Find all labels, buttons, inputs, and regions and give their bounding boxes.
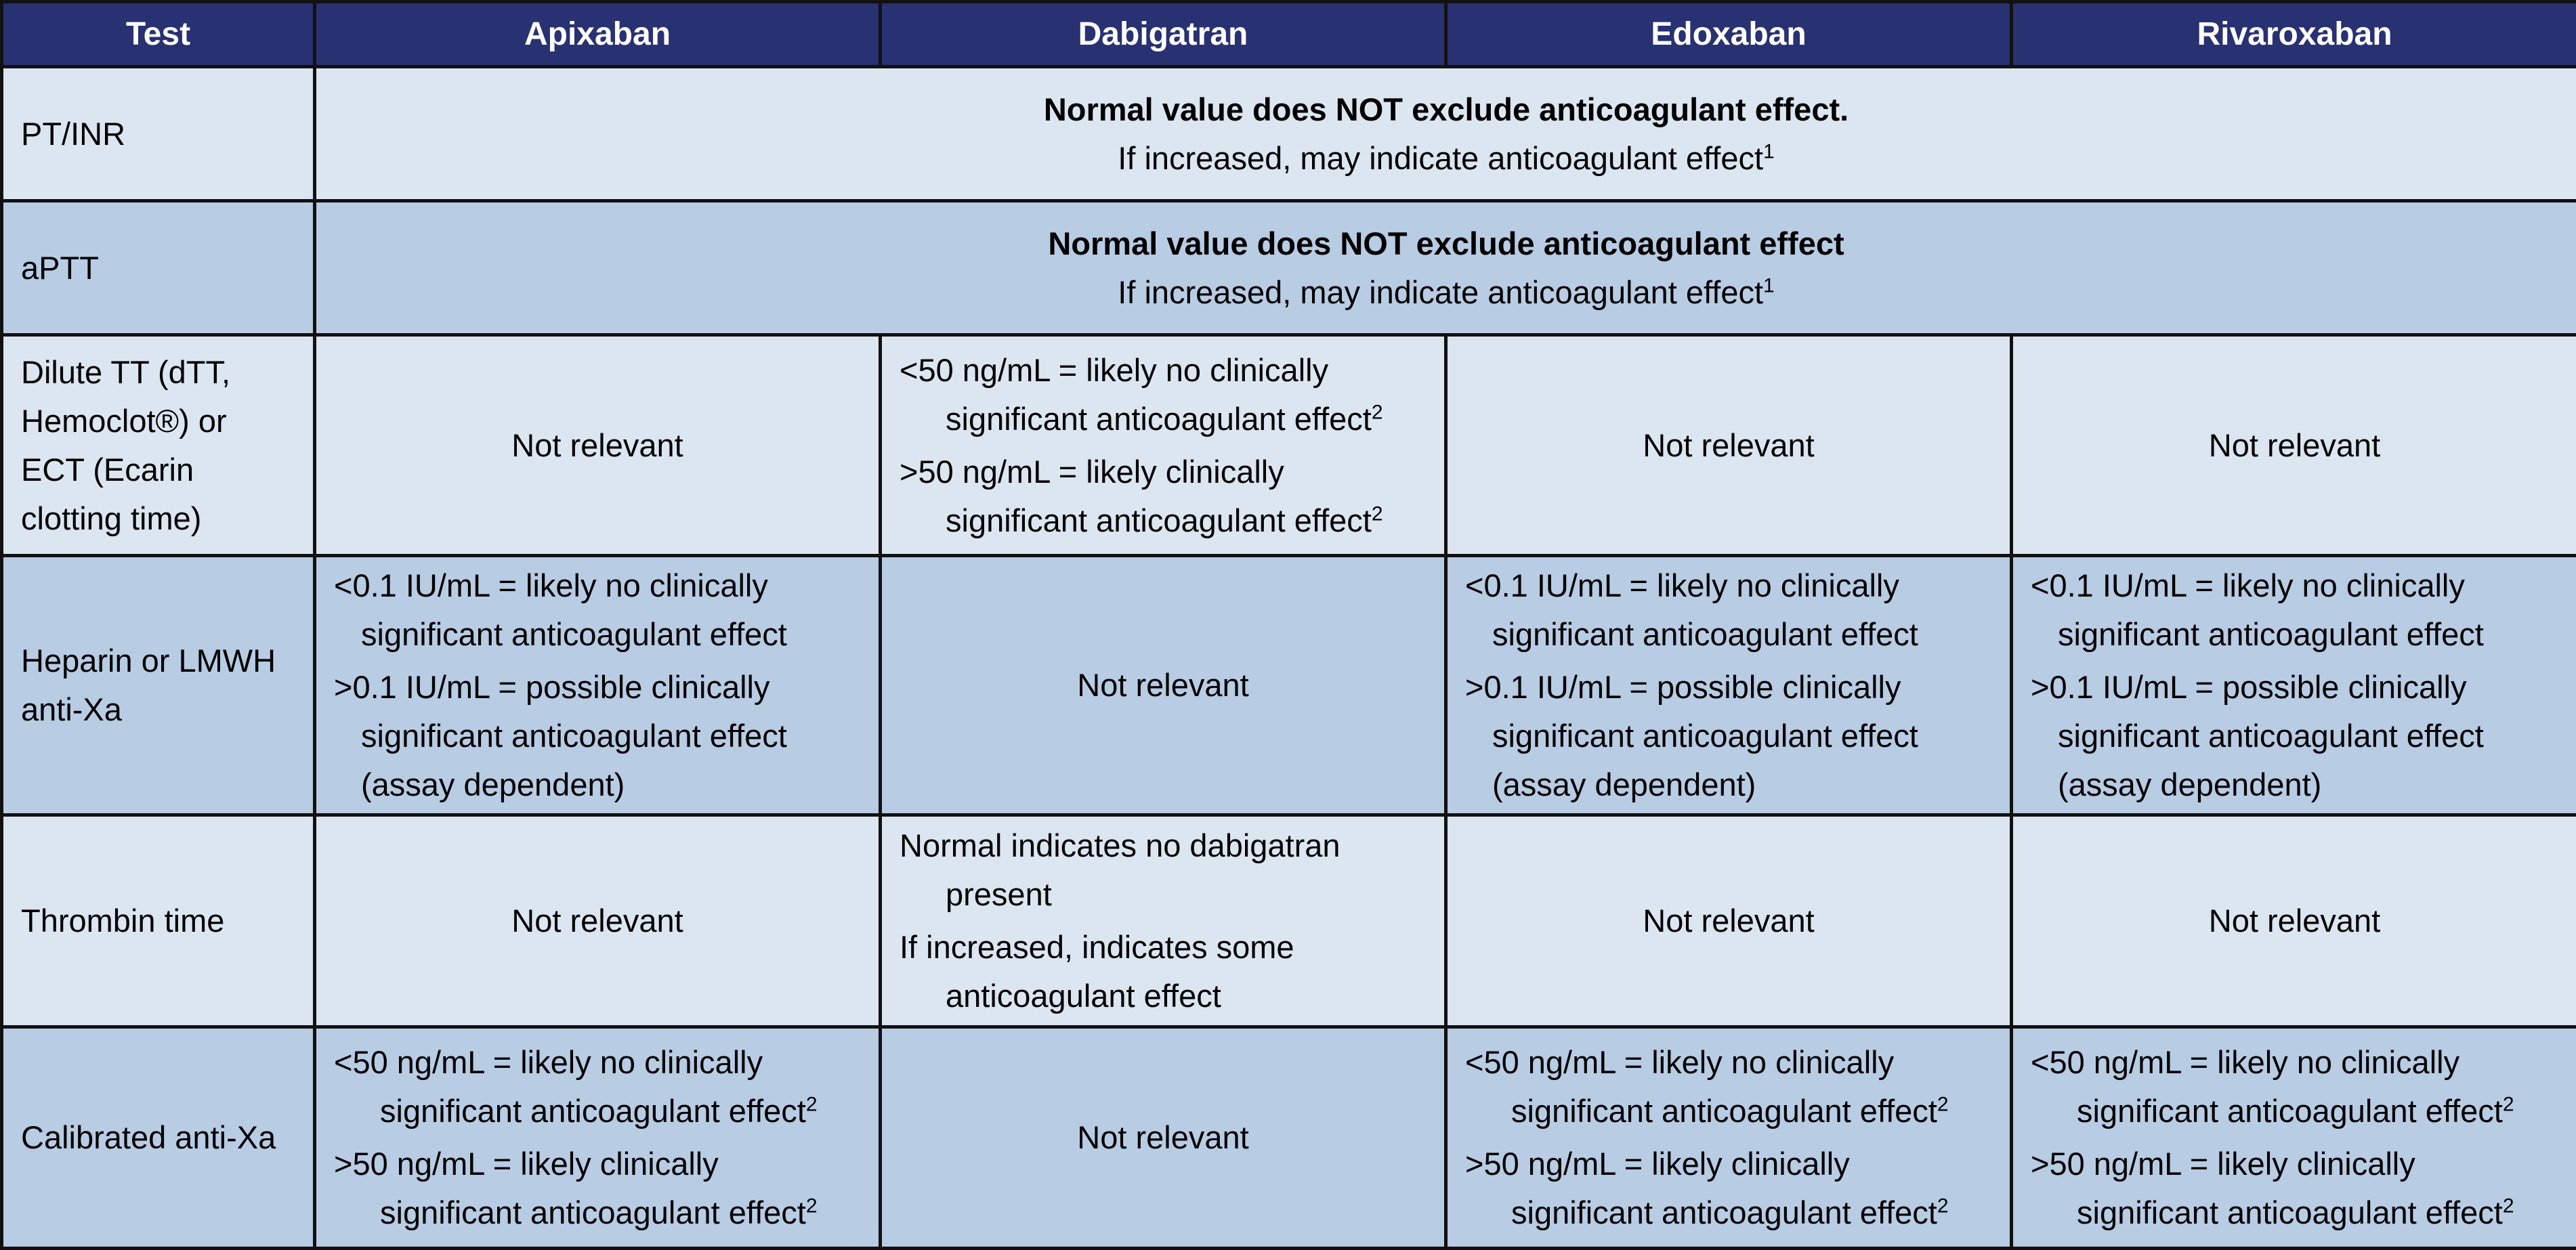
item-line: significant anticoagulant effect [380, 1194, 806, 1230]
thrombin-edoxaban: Not relevant [1446, 815, 2012, 1027]
item-continuation [1465, 1188, 2002, 1237]
list-item [1465, 1140, 2002, 1237]
dilute-tt-line-1: Dilute TT (dTT, [21, 348, 313, 397]
header-apixaban: Apixaban [315, 2, 881, 67]
list-item [1465, 1038, 2002, 1136]
heparin-apixaban [315, 556, 881, 815]
aptt-note [316, 268, 2576, 317]
list-item [1465, 561, 2002, 659]
footnote-2: 2 [806, 1194, 818, 1217]
footnote-2: 2 [1937, 1093, 1949, 1115]
item-continuation: significant anticoagulant effect [334, 610, 870, 659]
item-line: significant anticoagulant effect [946, 502, 1372, 538]
footnote-2: 2 [1372, 401, 1383, 423]
header-row [2, 2, 2576, 67]
item-continuation [2031, 1087, 2568, 1136]
row-heparin-anti-xa [2, 556, 2576, 815]
header-dabigatran: Dabigatran [881, 2, 1446, 67]
item-line: >50 ng/mL = likely clinically [2031, 1146, 2415, 1182]
item-line: >50 ng/mL = likely clinically [334, 1146, 719, 1182]
footnote-2: 2 [2503, 1093, 2514, 1115]
header-test: Test [2, 2, 315, 67]
dilute-tt-line-4: clotting time) [21, 494, 313, 543]
list-item [1465, 663, 2002, 809]
item-line: significant anticoagulant effect [380, 1093, 806, 1129]
footnote-2: 2 [806, 1093, 818, 1115]
item-continuation: (assay dependent) [334, 760, 870, 809]
dilute-tt-line-3: ECT (Ecarin [21, 446, 313, 494]
item-line: <0.1 IU/mL = likely no clinically [334, 567, 768, 603]
pt-inr-note [316, 134, 2576, 183]
test-name-dilute-tt [2, 335, 315, 556]
item-continuation: significant anticoagulant effect [2031, 610, 2568, 659]
item-line: <50 ng/mL = likely no clinically [2031, 1044, 2459, 1080]
item-line: <0.1 IU/mL = likely no clinically [2031, 567, 2465, 603]
row-thrombin-time [2, 815, 2576, 1027]
pt-inr-bold-text: Normal value does NOT exclude anticoagulant effect. [316, 85, 2576, 134]
row-dilute-tt [2, 335, 2576, 556]
dilute-tt-dabigatran [881, 335, 1446, 556]
calibrated-rivaroxaban [2012, 1027, 2576, 1249]
calibrated-dabigatran: Not relevant [881, 1027, 1446, 1249]
thrombin-dabigatran [881, 815, 1446, 1027]
dilute-tt-line-2: Hemoclot®) or [21, 397, 313, 446]
thrombin-apixaban: Not relevant [315, 815, 881, 1027]
test-name-calibrated: Calibrated anti-Xa [2, 1027, 315, 1249]
thrombin-rivaroxaban: Not relevant [2012, 815, 2576, 1027]
test-name-pt-inr: PT/INR [2, 67, 315, 201]
item-continuation [2031, 1188, 2568, 1237]
item-line: >0.1 IU/mL = possible clinically [1465, 669, 1901, 705]
footnote-2: 2 [1372, 502, 1383, 525]
item-line: >50 ng/mL = likely clinically [1465, 1146, 1850, 1182]
item-continuation [900, 395, 1436, 444]
row-calibrated-anti-xa [2, 1027, 2576, 1249]
calibrated-edoxaban [1446, 1027, 2012, 1249]
item-continuation [1465, 1087, 2002, 1136]
calibrated-apixaban [315, 1027, 881, 1249]
aptt-note-text: If increased, may indicate anticoagulant effect [1118, 274, 1763, 310]
list-item [900, 923, 1436, 1020]
item-line: <50 ng/mL = likely no clinically [334, 1044, 763, 1080]
list-item [2031, 561, 2568, 659]
item-line: significant anticoagulant effect [1511, 1093, 1937, 1129]
list-item [334, 1140, 870, 1237]
item-continuation [900, 496, 1436, 545]
header-rivaroxaban: Rivaroxaban [2012, 2, 2576, 67]
pt-inr-note-text: If increased, may indicate anticoagulant effect [1118, 140, 1763, 176]
item-line: >0.1 IU/mL = possible clinically [2031, 669, 2467, 705]
list-item [334, 561, 870, 659]
item-continuation: anticoagulant effect [900, 972, 1436, 1020]
item-line: >0.1 IU/mL = possible clinically [334, 669, 770, 705]
list-item [900, 821, 1436, 919]
row-aptt [2, 201, 2576, 335]
dilute-tt-edoxaban: Not relevant [1446, 335, 2012, 556]
item-continuation: significant anticoagulant effect [2031, 712, 2568, 760]
item-line: significant anticoagulant effect [946, 401, 1372, 437]
item-continuation: (assay dependent) [1465, 760, 2002, 809]
item-line: If increased, indicates some [900, 929, 1294, 965]
item-line: <50 ng/mL = likely no clinically [900, 352, 1328, 388]
item-continuation: significant anticoagulant effect [1465, 712, 2002, 760]
footnote-2: 2 [2503, 1194, 2514, 1217]
item-line: significant anticoagulant effect [2077, 1093, 2503, 1129]
item-continuation [334, 1188, 870, 1237]
heparin-line-1: Heparin or LMWH [21, 637, 313, 685]
list-item [2031, 1038, 2568, 1136]
item-line: Normal indicates no dabigatran [900, 827, 1340, 863]
test-name-thrombin: Thrombin time [2, 815, 315, 1027]
item-continuation: present [900, 870, 1436, 919]
list-item [334, 1038, 870, 1136]
dilute-tt-rivaroxaban: Not relevant [2012, 335, 2576, 556]
item-line: <0.1 IU/mL = likely no clinically [1465, 567, 1899, 603]
item-line: >50 ng/mL = likely clinically [900, 454, 1284, 490]
aptt-bold-text: Normal value does NOT exclude anticoagulant effect [316, 219, 2576, 268]
test-name-heparin [2, 556, 315, 815]
list-item [900, 448, 1436, 545]
item-continuation: significant anticoagulant effect [334, 712, 870, 760]
header-edoxaban: Edoxaban [1446, 2, 2012, 67]
list-item [334, 663, 870, 809]
footnote-2: 2 [1937, 1194, 1949, 1217]
heparin-dabigatran: Not relevant [881, 556, 1446, 815]
list-item [2031, 663, 2568, 809]
item-line: significant anticoagulant effect [1511, 1194, 1937, 1230]
footnote-1: 1 [1763, 140, 1775, 163]
list-item [900, 346, 1436, 444]
test-name-aptt: aPTT [2, 201, 315, 335]
pt-inr-all-drugs [315, 67, 2576, 201]
row-pt-inr [2, 67, 2576, 201]
dilute-tt-apixaban: Not relevant [315, 335, 881, 556]
heparin-line-2: anti-Xa [21, 685, 313, 734]
item-continuation [334, 1087, 870, 1136]
heparin-edoxaban [1446, 556, 2012, 815]
item-line: significant anticoagulant effect [2077, 1194, 2503, 1230]
list-item [2031, 1140, 2568, 1237]
footnote-1: 1 [1763, 274, 1775, 297]
item-line: <50 ng/mL = likely no clinically [1465, 1044, 1894, 1080]
item-continuation: (assay dependent) [2031, 760, 2568, 809]
item-continuation: significant anticoagulant effect [1465, 610, 2002, 659]
aptt-all-drugs [315, 201, 2576, 335]
heparin-rivaroxaban [2012, 556, 2576, 815]
